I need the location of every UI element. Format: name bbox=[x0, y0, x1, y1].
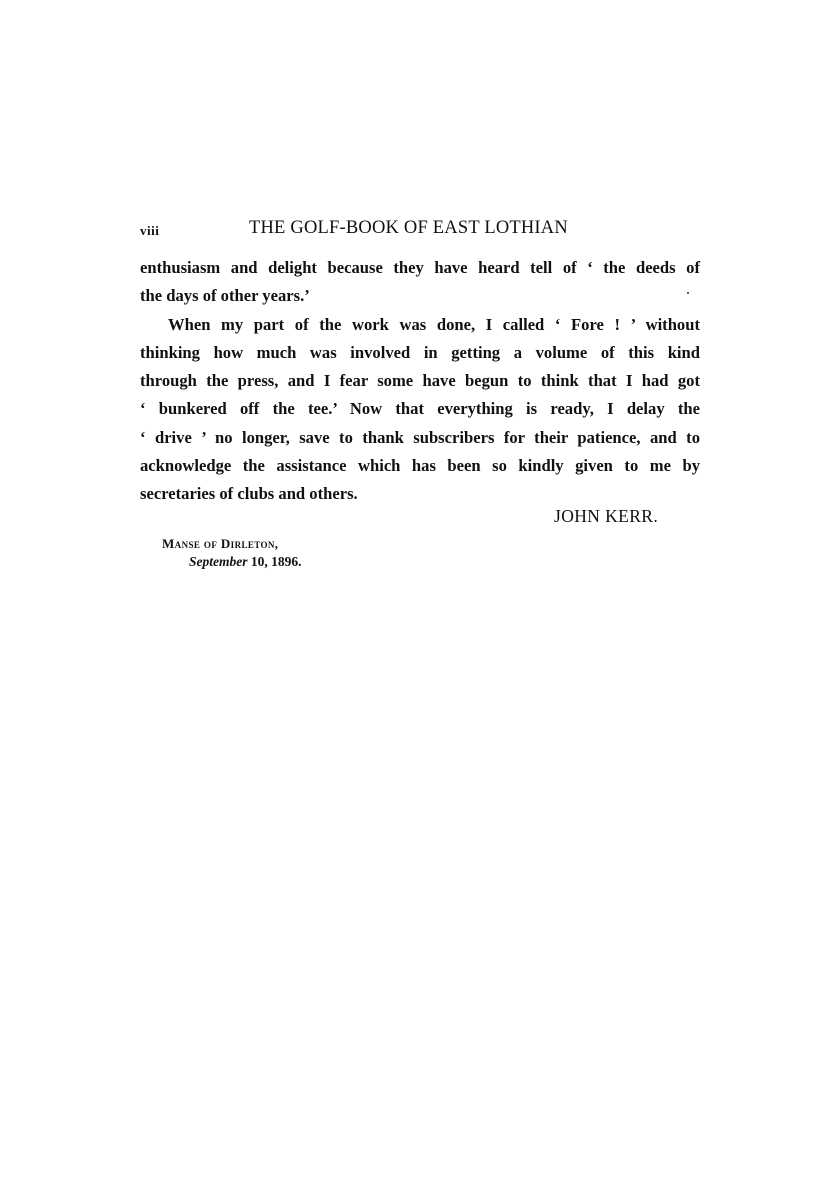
text-line: acknowledge the assistance which has been so kindly given to me by bbox=[140, 456, 700, 476]
running-title: THE GOLF-BOOK OF EAST LOTHIAN bbox=[249, 218, 568, 238]
text-line: enthusiasm and delight because they have heard tell of ‘ the deeds of bbox=[140, 258, 700, 277]
signature-date bbox=[189, 554, 302, 570]
signature-date-rest: 10, 1896. bbox=[247, 554, 302, 569]
print-speck bbox=[687, 292, 689, 294]
text-line: ‘ bunkered off the tee.’ Now that everything is ready, I delay the bbox=[140, 399, 700, 419]
body-text bbox=[140, 254, 700, 509]
text-line: ‘ drive ’ no longer, save to thank subscribers for their patience, and to bbox=[140, 427, 700, 447]
text-line: thinking how much was involved in getting a volume of this kind bbox=[140, 342, 700, 362]
page-header bbox=[140, 218, 700, 242]
text-line: When my part of the work was done, I called ‘ Fore ! ’ without bbox=[168, 314, 700, 334]
text-line: through the press, and I fear some have begun to think that I had got bbox=[140, 371, 700, 391]
text-line: the days of other years.’ bbox=[140, 286, 310, 306]
page-number: viii bbox=[140, 223, 160, 238]
signature-date-month: September bbox=[189, 554, 248, 569]
text-line: secretaries of clubs and others. bbox=[140, 484, 358, 504]
signature-place: Manse of Dirleton, bbox=[162, 536, 279, 551]
author-signature: JOHN KERR. bbox=[554, 506, 659, 526]
